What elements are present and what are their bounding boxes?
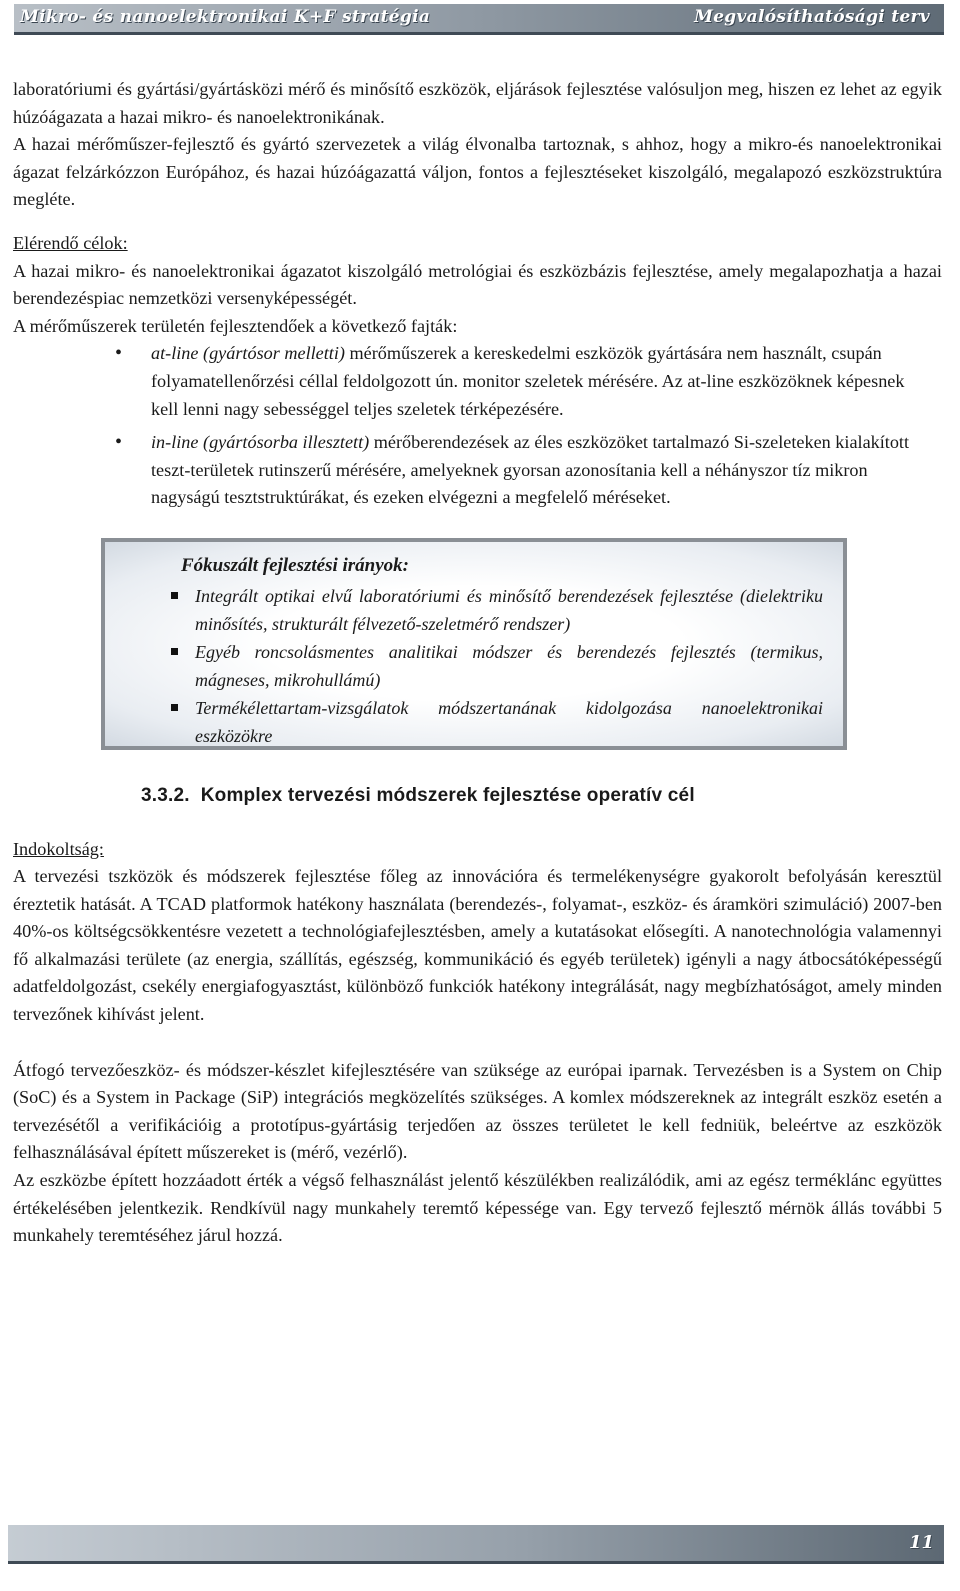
justification-heading: Indokoltság: <box>13 838 104 859</box>
justification-paragraph-1: A tervezési tszközök és módszerek fejlesztése főleg az innovációra és termelékenységre gyakorolt befolyásán keresztül éreztetik hatását. A TCAD platformok hatékony használata (berendezés-, folyamat-, eszköz- és áramköri szimuláció) 2007-ben 40%-os költségcsökkentésre vezetett a technológiafejlesztésben, amely a kutatásokat elősegíti. A nanotechnológia valamennyi fő alkalmazási területe (az energia, szállítás, egészség, kommunikáció és egyéb területek) igényli a nagy átbocsátóképességű adatfeldolgozást, csekély energiafogyasztást, különböző funkciók hatékony integrálását, nagy megbízhatóságot, amely minden tervezőnek kihívást jelent. <box>13 866 942 1025</box>
intro-paragraph-2: A hazai mérőműszer-fejlesztő és gyártó szervezetek a világ élvonalba tartoznak, s ahhoz, hogy a mikro-és nanoelektronikai ágazat felzárkózzon Európához, és hazai húzóágazattá váljon, fontos a fejlesztéseket kiszolgáló, megalapozó eszközstruktúra megléte. <box>13 134 942 210</box>
list-item-term: at-line (gyártósor melletti) <box>151 343 345 364</box>
goals-paragraph-2: A mérőműszerek területén fejlesztendőek a következő fajták: <box>13 315 458 336</box>
instrument-types-list <box>13 340 942 512</box>
intro-paragraph-1: laboratóriumi és gyártási/gyártásközi mérő és minősítő eszközök, eljárások fejlesztése valósuljon meg, hiszen ez lehet az egyik húzóágazata a hazai mikro- és nanoelektronikának. <box>13 79 942 127</box>
list-item <box>151 429 942 512</box>
justification-paragraph-2: Átfogó tervezőeszköz- és módszer-készlet kifejlesztésére van szüksége az európai iparnak. Tervezésben is a System on Chip (SoC) és a System in Package (SiP) integrációs megközelítés szükséges. A komlex módszereknek az integrált eszköz esetén a tervezésétől a verifikációig a prototípus-gyártásig terjedően az összes területet le kell fedniük, beleértve az eszközök felhasználásával épített műszereket is (mérő, vezérlő). <box>13 1059 942 1163</box>
list-item <box>151 340 942 423</box>
page-footer <box>8 1525 944 1564</box>
focus-item: Termékélettartam-vizsgálatok módszertanának kidolgozása nanoelektronikai eszközökre <box>195 694 823 750</box>
focus-list <box>165 582 823 750</box>
justification-paragraph-3: Az eszközbe épített hozzáadott érték a végső felhasználást jelentő készülékben realizálódik, ami az egész terméklánc együttes értékelésében jelentkezik. Rendkívül nagy munkahely teremtő képessége van. Egy tervező fejlesztő mérnök állás további 5 munkahely teremtéséhez járul hozzá. <box>13 1170 942 1246</box>
focus-box <box>101 538 847 750</box>
section-heading <box>141 782 942 810</box>
goals-paragraph-1: A hazai mikro- és nanoelektronikai ágazatot kiszolgáló metrológiai és eszközbázis fejlesztése, amely megalapozhatja a hazai berendezéspiac nemzetközi versenyképességét. <box>13 260 942 309</box>
document-body <box>13 76 942 1250</box>
section-title: Komplex tervezési módszerek fejlesztése operatív cél <box>200 784 695 806</box>
focus-title: Fókuszált fejlesztési irányok: <box>181 554 410 576</box>
list-item-text: mérőberendezések az éles eszközöket tartalmazó Si-szeleteken kialakított teszt-területek rutinszerű mérésére, amelyeknek gyorsan azonosítania kell a néhányszor tíz mikron nagyságú tesztstruktúrákat, és ezeken elvégezni a megfelelő méréseket. <box>151 432 910 508</box>
header-subtitle: Megvalósíthatósági terv <box>694 7 930 27</box>
goals-heading: Elérendő célok: <box>13 232 128 253</box>
page-header <box>14 4 944 35</box>
page-number: 11 <box>908 1532 934 1553</box>
section-number: 3.3.2. <box>141 784 190 806</box>
list-item-text: mérőműszerek a kereskedelmi eszközök gyártására nem használt, csupán folyamatellenőrzési céllal feldolgozott ún. monitor szeletek mérésére. Az at-line eszközöknek képesnek kell lenni nagy sebességgel teljes szeletek térképezésére. <box>151 343 905 419</box>
list-item-term: in-line (gyártósorba illesztett) <box>151 432 370 453</box>
focus-item: Egyéb roncsolásmentes analitikai módszer és berendezés fejlesztés (termikus, mágneses, mikrohullámú) <box>195 638 823 694</box>
focus-item: Integrált optikai elvű laboratóriumi és minősítő berendezések fejlesztése (dielektriku minősítés, strukturált félvezető-szeletmérő rendszer) <box>195 582 823 638</box>
header-title: Mikro- és nanoelektronikai K+F stratégia <box>20 7 431 27</box>
